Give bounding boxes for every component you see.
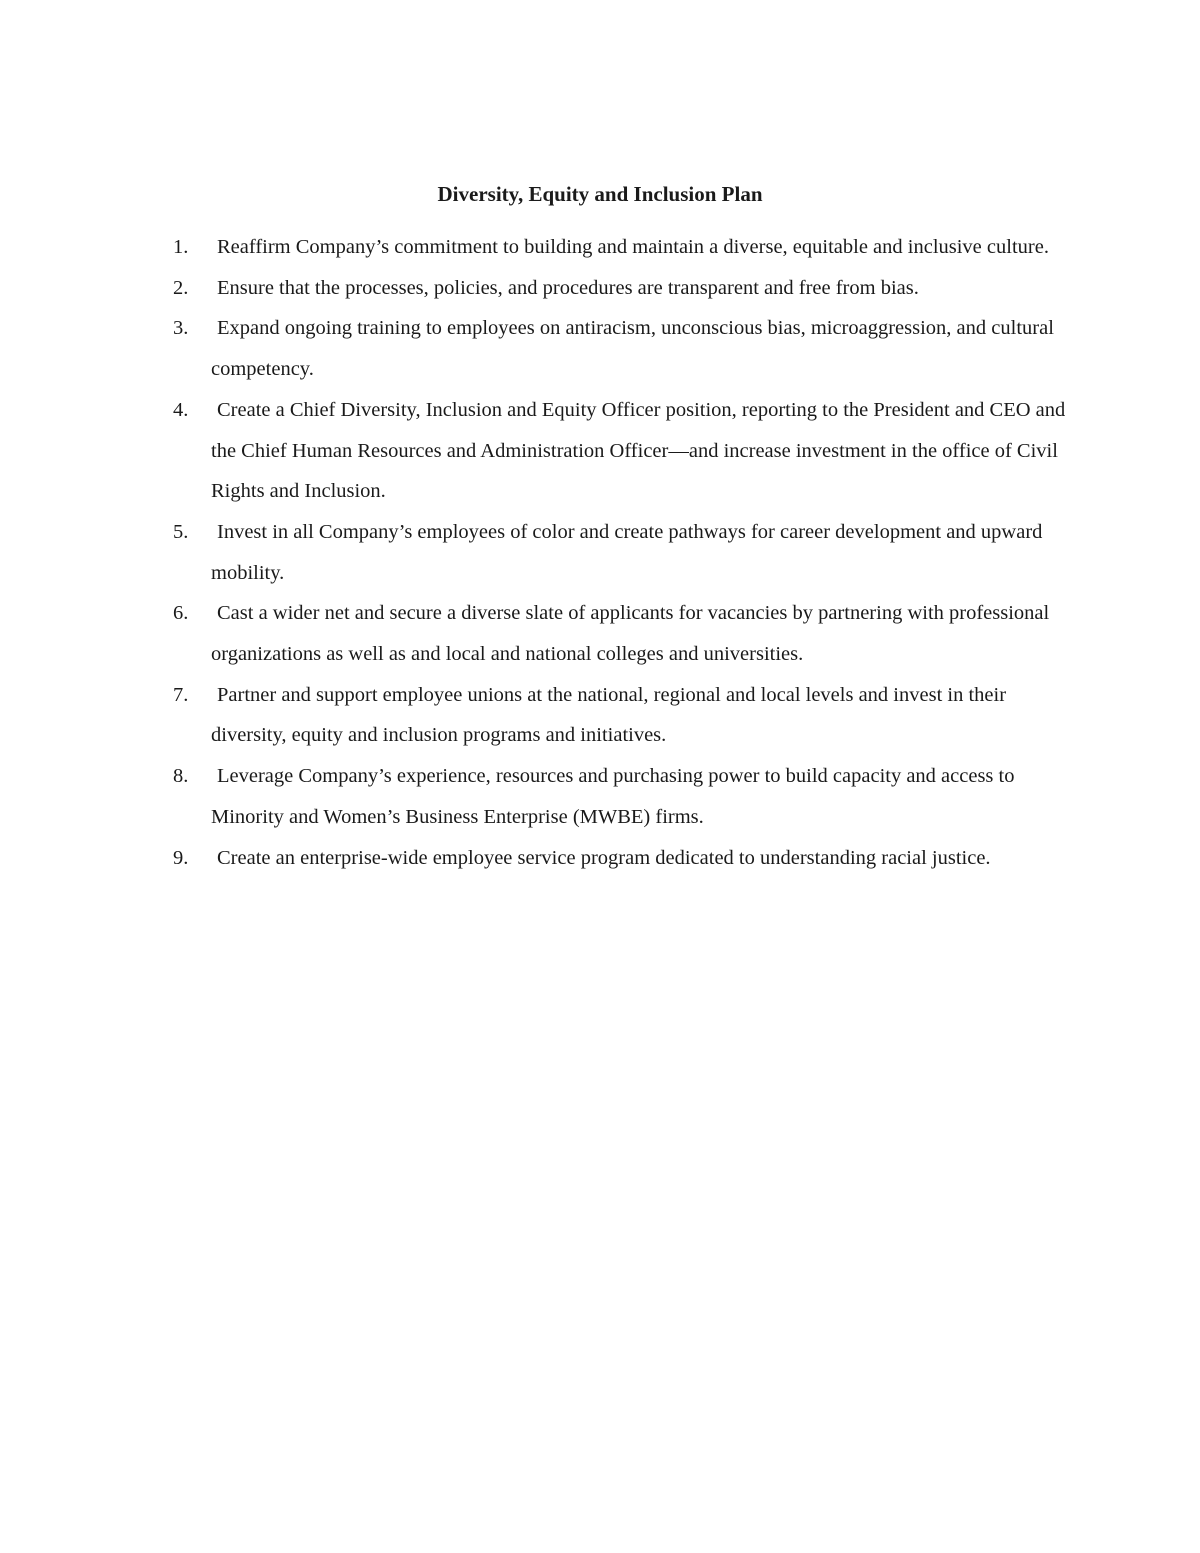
list-item-number: 5. [173, 520, 189, 543]
list-item-number: 2. [173, 276, 189, 299]
list-item-text: Invest in all Company’s employees of color and create pathways for career development and upward mobility. [211, 520, 1043, 584]
list-item-text: Partner and support employee unions at the national, regional and local levels and invest in their diversity, equity and inclusion programs and initiatives. [211, 683, 1007, 747]
list-item-number: 1. [173, 236, 189, 258]
list-item-number: 4. [173, 398, 189, 421]
list-item-number: 9. [173, 846, 189, 869]
list-item-number: 3. [173, 317, 189, 340]
plan-list [173, 227, 1073, 878]
list-item-text: Cast a wider net and secure a diverse slate of applicants for vacancies by partnering with professional organizations as well as and local and national colleges and universities. [211, 602, 1050, 666]
list-item-number: 7. [173, 683, 189, 706]
list-item-number: 8. [173, 765, 189, 788]
list-item-text: Reaffirm Company’s commitment to building and maintain a diverse, equitable and inclusive culture. [217, 236, 1049, 258]
list-item [173, 227, 1073, 268]
list-item-text: Create a Chief Diversity, Inclusion and Equity Officer position, reporting to the President and CEO and the Chief Human Resources and Administration Officer—and increase investment in the office of Civil Rights and Inclusion. [211, 398, 1066, 503]
list-item [173, 390, 1073, 512]
list-item [173, 512, 1073, 593]
list-item [173, 593, 1073, 674]
list-item [173, 308, 1073, 389]
document-title: Diversity, Equity and Inclusion Plan [437, 182, 763, 206]
list-item-text: Expand ongoing training to employees on antiracism, unconscious bias, microaggression, and cultural competency. [211, 317, 1054, 381]
list-item [173, 675, 1073, 756]
list-item-number: 6. [173, 602, 189, 625]
list-item-text: Create an enterprise-wide employee service program dedicated to understanding racial justice. [217, 846, 991, 869]
list-item [173, 838, 1073, 879]
list-item-text: Leverage Company’s experience, resources and purchasing power to build capacity and access to Minority and Women’s Business Enterprise (MWBE) firms. [211, 765, 1015, 828]
list-item-text: Ensure that the processes, policies, and procedures are transparent and free from bias. [217, 276, 919, 299]
list-item [173, 756, 1073, 837]
list-item [173, 268, 1073, 309]
